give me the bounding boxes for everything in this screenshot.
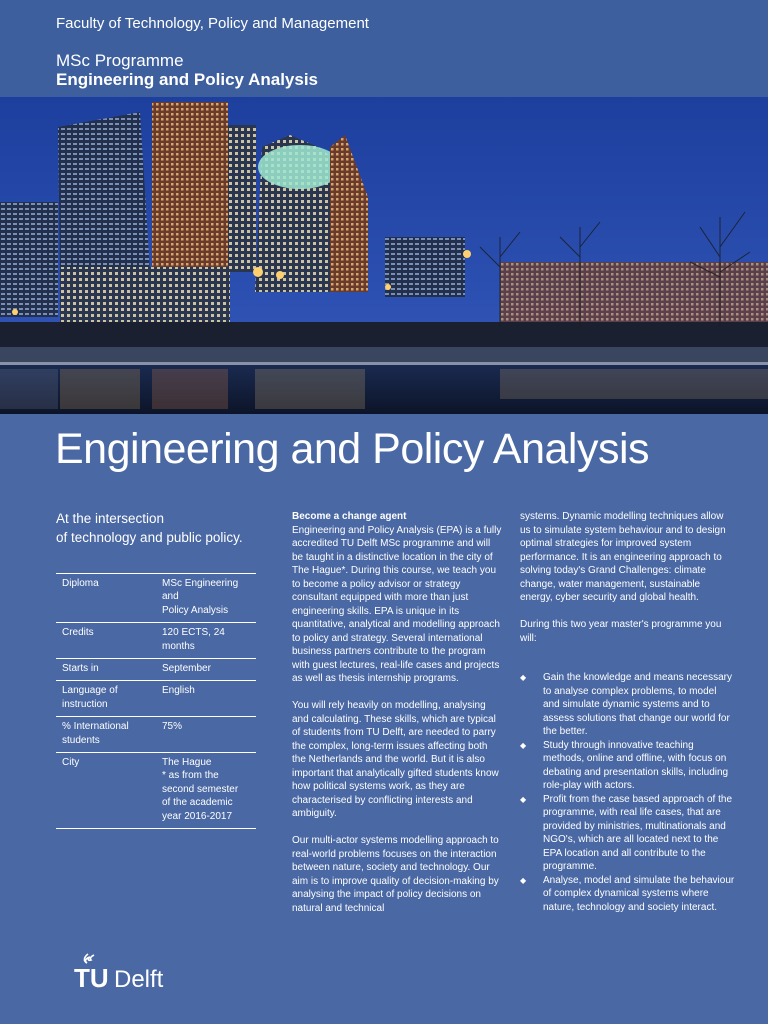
logo-tu: TU [74,963,109,992]
header-band [0,0,768,97]
intro-line-1: At the intersection [56,511,165,526]
facts-table [56,573,256,829]
facts-row [56,574,256,623]
facts-row [56,623,256,659]
benefit-item [520,739,735,793]
page-title: Engineering and Policy Analysis [55,425,650,473]
logo-delft: Delft [114,966,164,992]
diamond-bullet-icon: ◆ [520,673,527,682]
facts-row [56,659,256,681]
facts-value: September [156,659,256,681]
benefit-text: Gain the knowledge and means necessary to analyse complex problems, to model and simulate dynamic systems and to assess solutions that change our world for the better. [543,672,733,737]
facts-label: Starts in [56,659,156,681]
programme-title: Engineering and Policy Analysis [56,70,318,89]
facts-row [56,681,256,717]
city-night-photo [0,97,768,414]
paragraph-5: During this two year master's programme you will: [520,619,722,644]
article-column-2 [520,510,735,914]
paragraph-4: systems. Dynamic modelling techniques allow us to simulate system behaviour and to design optimal strategies for improved system performance. It is an engineering approach to solving today's Grand Challenges: climate change, water management, sustainable energy, cyber security and global health. [520,511,726,603]
facts-value: English [156,681,256,717]
paragraph-1: Engineering and Policy Analysis (EPA) is a fully accredited TU Delft MSc programme and will be taught in a distinctive location in the city of The Hague*. During this course, we teach you to become a policy advisor or strategy consultant equipped with more than just engineering skills. EPA is unique in its quantitative, analytical and modelling approach to policy and strategy. Several international business partners contribute to the program with guest lectures, real-life cases and projects as well as thesis internship programs. [292,524,502,684]
benefit-text: Profit from the case based approach of the programme, with real life cases, that are provided by ministries, multinationals and NGO's, which are all located next to the EPA location and all contribute to the programme. [543,793,732,872]
benefit-list [520,671,735,914]
diamond-bullet-icon: ◆ [520,794,527,804]
benefit-item [520,793,735,874]
facts-row [56,717,256,753]
facts-label: % International students [56,717,156,753]
diamond-bullet-icon: ◆ [520,740,527,750]
benefit-text: Analyse, model and simulate the behaviour of complex dynamical systems where nature, technology and society interact. [543,874,735,913]
paragraph-3: Our multi-actor systems modelling approach to real-world problems focuses on the interaction between nature, society and technology. Our aim is to improve quality of decision-making by analysing the impact of policy decisions on natural and technical [292,835,499,914]
facts-row [56,753,256,829]
facts-value: The Hague * as from the second semester of the academic year 2016-2017 [156,753,256,829]
facts-value: MSc Engineering and Policy Analysis [156,574,256,623]
facts-label: City [56,753,156,829]
benefit-item [520,671,735,739]
facts-label: Diploma [56,574,156,623]
paragraph-2: You will rely heavily on modelling, analysing and calculating. These skills, which are typical of students from TU Delft, are needed to parry the complex, long-term issues affecting both the Netherlands and the world. But it is also important that analytically gifted students know how political systems work, as they are characterised by conflicting interests and ambiguity. [292,700,499,819]
benefit-item [520,874,735,915]
benefit-text: Study through innovative teaching methods, online and offline, with focus on debating and presentation skills, including role-play with actors. [543,739,729,791]
facts-label: Language of instruction [56,681,156,717]
tu-delft-logo [74,952,194,992]
facts-value: 75% [156,717,256,753]
intro-line-2: of technology and public policy. [56,530,243,545]
intro-tagline [56,509,276,547]
facts-label: Credits [56,623,156,659]
section-heading: Become a change agent [292,511,407,522]
diamond-bullet-icon: ◆ [520,875,527,885]
article-column-1 [292,510,504,929]
faculty-name: Faculty of Technology, Policy and Management [56,15,369,32]
facts-value: 120 ECTS, 24 months [156,623,256,659]
programme-label: MSc Programme [56,51,184,70]
